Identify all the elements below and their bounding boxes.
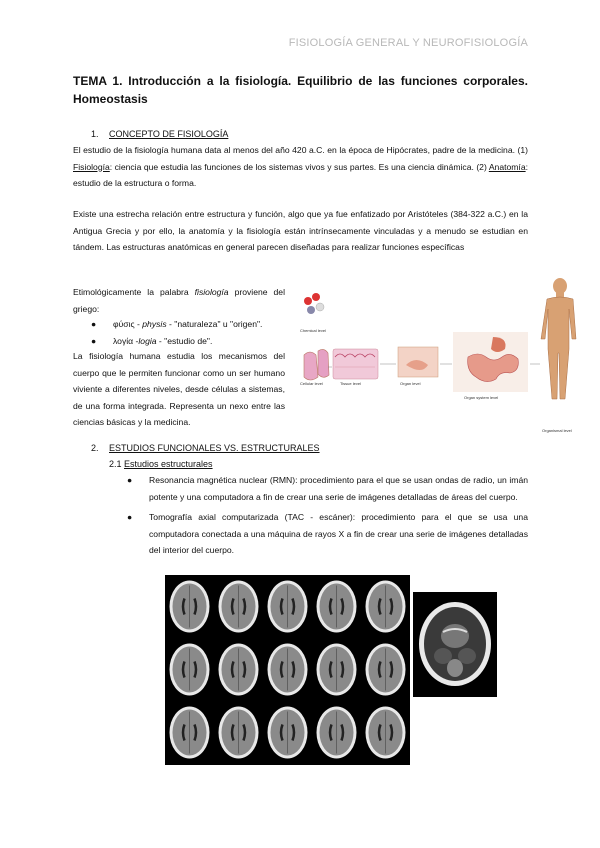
cell-illustration	[304, 349, 329, 380]
p1-text-a: El estudio de la fisiología humana data al menos del año 420 a.C. en la época de Hipócrates, padre de la medicina. (1)	[73, 145, 528, 155]
etymology-list	[91, 316, 285, 349]
ct-slice	[366, 707, 406, 759]
ct-slice	[219, 644, 259, 696]
ct-scan-grid-image	[165, 575, 410, 765]
bullet-icon: ●	[91, 335, 97, 346]
list-item	[127, 472, 528, 505]
bullet2-text-b: - "estudio de".	[156, 335, 213, 346]
ct-slice	[317, 707, 357, 759]
p3-text-a: Etimológicamente la palabra	[73, 287, 195, 297]
figure-label: Chemical level	[300, 328, 327, 333]
ct-scan-single-image	[413, 592, 497, 697]
running-header: FISIOLOGÍA GENERAL Y NEUROFISIOLOGÍA	[288, 37, 528, 49]
ct-slice	[170, 581, 210, 633]
p1-text-b: : ciencia que estudia las funciones de los sistemas vivos y sus partes. Es una ciencia dinámica. (2)	[109, 161, 489, 172]
structural-studies-list	[127, 472, 528, 559]
figure-label: Organismal level	[542, 428, 572, 433]
figure-label: Organ system level	[464, 395, 499, 400]
ct-slice	[366, 581, 406, 633]
ct-slice	[219, 581, 259, 633]
subsection-label: Estudios estructurales	[124, 459, 213, 469]
section-1-label: CONCEPTO DE FISIOLOGÍA	[109, 129, 229, 139]
paragraph-structure-function: Existe una estrecha relación entre estructura y función, algo que ya fue enfatizado por Aristóteles (384-322 a.C.) en la Antigua Grecia y por ello, la anatomía y la fisiología están intrínsecamente vinculadas y a menudo se estudian en tándem. Las estructuras anatómicas en general parecen diseñadas para realizar funciones específicas	[73, 209, 528, 252]
bullet2-word: logia	[138, 335, 157, 346]
organization-levels-figure	[298, 277, 583, 435]
chemical-level-illustration	[304, 293, 324, 314]
bullet-icon: ●	[127, 512, 133, 522]
figure-label: Organ level	[400, 381, 421, 386]
bullet-icon: ●	[127, 475, 133, 485]
ct-slice	[268, 581, 308, 633]
tissue-illustration	[333, 349, 378, 379]
bullet-icon: ●	[91, 319, 97, 329]
p3-word: fisiología	[194, 287, 229, 297]
ct-slice	[317, 581, 357, 633]
list-item	[127, 509, 528, 559]
ct-slice	[170, 644, 210, 696]
term-anatomia: Anatomía	[488, 161, 526, 172]
figure-label: Cellular level	[300, 381, 323, 386]
bullet1-text-b: - "naturaleza" u "origen".	[166, 319, 263, 329]
section-2-number: 2.	[91, 443, 99, 453]
subsection-heading	[109, 459, 213, 469]
section-2-label: ESTUDIOS FUNCIONALES VS. ESTRUCTURALES	[109, 443, 320, 453]
ct-scan-slices	[170, 581, 406, 759]
paragraph-definitions	[73, 142, 528, 192]
digestive-system-illustration	[453, 332, 528, 392]
paragraph-etymology	[73, 284, 285, 317]
ct-slice	[170, 707, 210, 759]
p1-text-c: : estudio de la estructura o forma.	[73, 161, 528, 188]
subsection-number: 2.1	[109, 459, 125, 469]
rmn-text: Resonancia magnética nuclear (RMN): procedimiento para el que se usan ondas de radio, un imán potente y una computadora a fin de crear una serie de imágenes detalladas de áreas del cuerpo.	[149, 475, 528, 502]
bullet2-text-a: λογία -	[113, 335, 139, 346]
bullet1-word: physis	[142, 319, 167, 329]
human-body-illustration	[541, 278, 576, 399]
section-1-heading	[91, 129, 228, 139]
tac-text: Tomografía axial computarizada (TAC - escáner): procedimiento para el que se usa una computadora conectada a una máquina de rayos X a fin de crear una serie de imágenes detalladas del interior del cuerpo.	[149, 512, 528, 555]
ct-slice	[268, 644, 308, 696]
ct-slice	[366, 644, 406, 696]
section-2-heading	[91, 443, 320, 453]
organ-illustration	[398, 347, 438, 377]
list-item	[91, 316, 285, 333]
ct-slice	[317, 644, 357, 696]
ct-slice	[219, 707, 259, 759]
paragraph-human-physiology: La fisiología humana estudia los mecanismos del cuerpo que le permiten funcionar como un ser humano viviente a diferentes niveles, desde células a sistemas, de una forma integrada. Representa un nexo entre las ciencias básicas y la medicina.	[73, 351, 285, 427]
term-fisiologia: Fisiología	[73, 161, 110, 172]
figure-label: Tissue level	[340, 381, 361, 386]
section-1-number: 1.	[91, 129, 99, 139]
bullet1-text-a: φύσις -	[113, 319, 143, 329]
list-item	[91, 333, 285, 350]
page-title: TEMA 1. Introducción a la fisiología. Equilibrio de las funciones corporales. Homeostasis	[73, 74, 528, 106]
ct-slice	[268, 707, 308, 759]
p3-text-b: proviene del griego:	[73, 287, 285, 314]
